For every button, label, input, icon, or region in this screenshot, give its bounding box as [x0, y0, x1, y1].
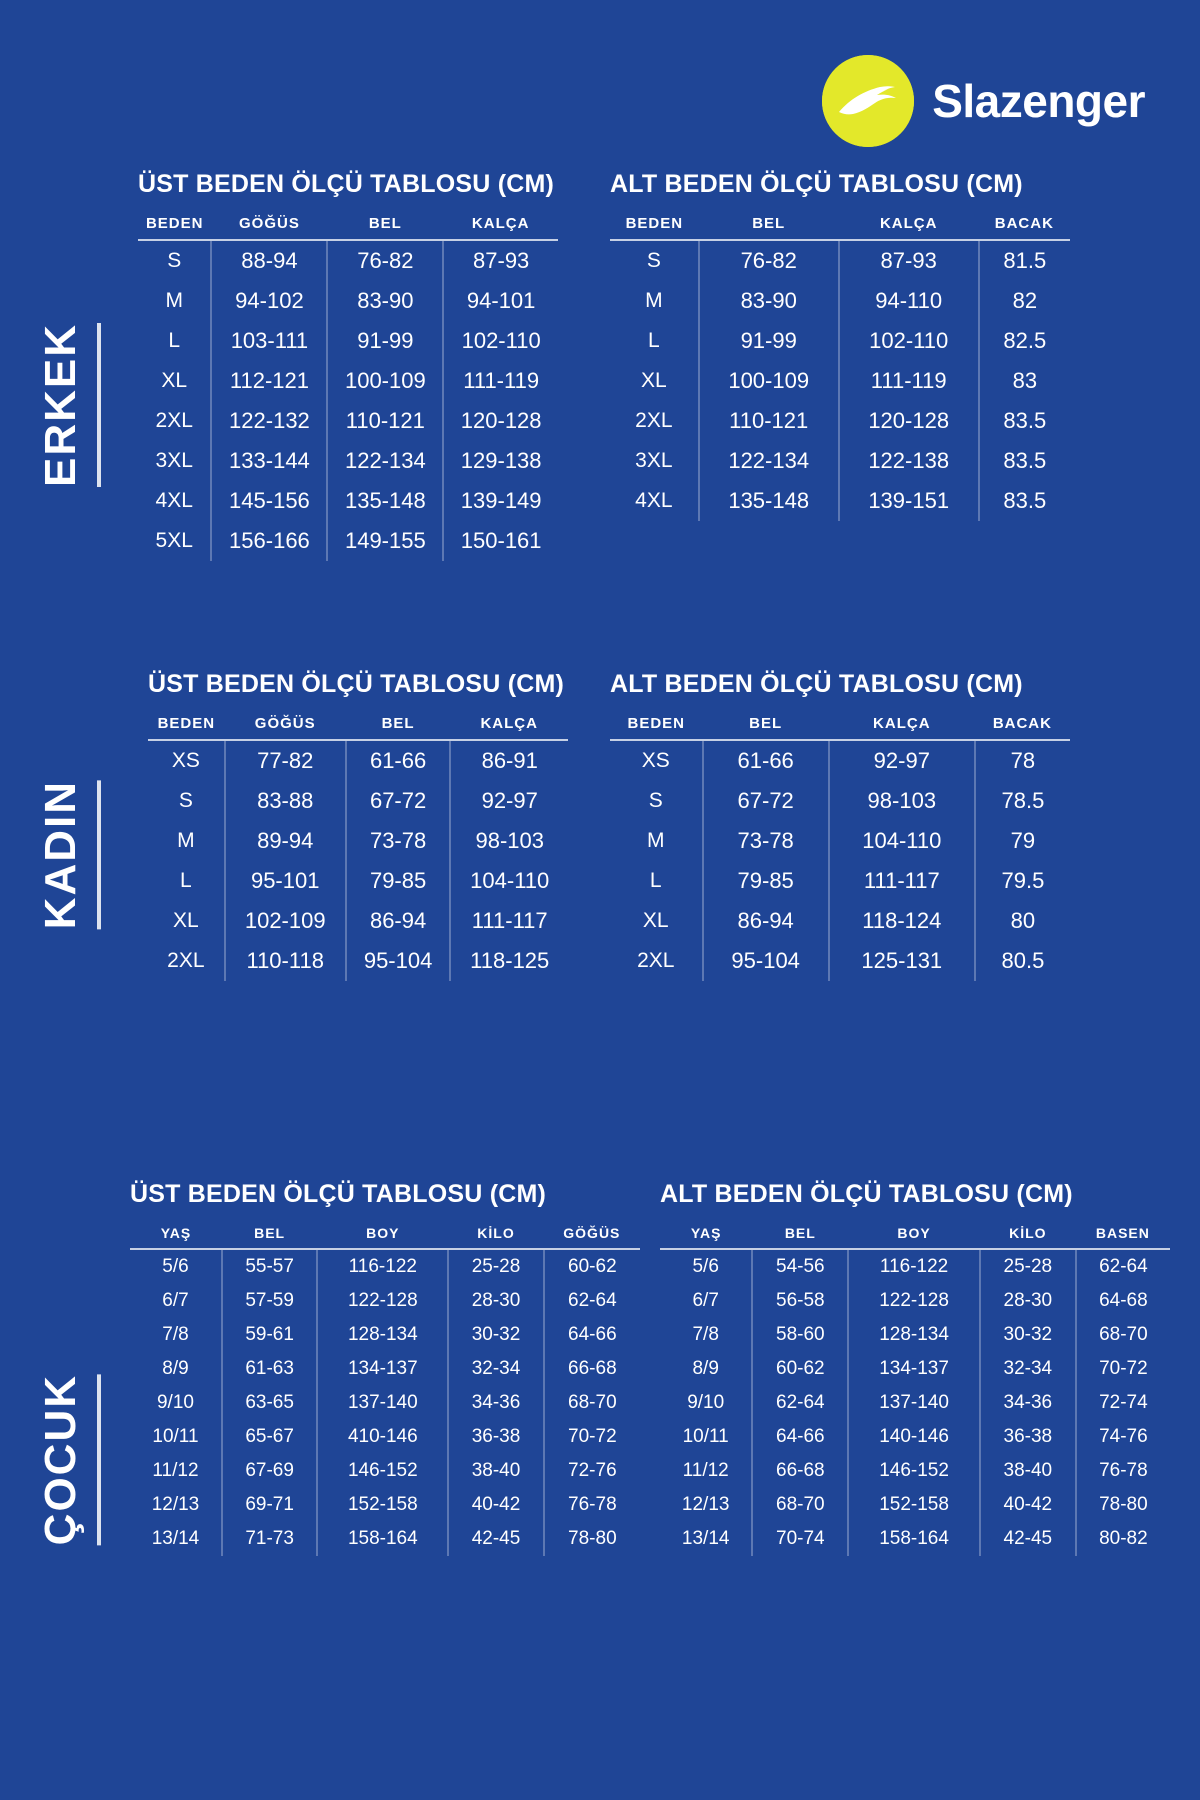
cell: 67-69: [222, 1454, 317, 1488]
cell-size: 11/12: [682, 1460, 729, 1481]
cell: 86-94: [346, 901, 451, 941]
section-cocuk: [0, 1180, 1200, 1720]
col-header: BEL: [752, 1225, 848, 1249]
cell: 88-94: [211, 240, 327, 281]
cell: 100-109: [327, 361, 443, 401]
cell: 116-122: [317, 1249, 448, 1284]
cell: 98-103: [450, 821, 568, 861]
cell: 122-134: [327, 441, 443, 481]
table-row: [610, 361, 1070, 401]
cell: 78.5: [975, 781, 1070, 821]
cell-size: S: [646, 249, 661, 272]
table-row: [610, 941, 1070, 981]
cell: 72-76: [544, 1454, 640, 1488]
section-label-kadin: KADIN: [0, 690, 140, 1020]
col-header: GÖĞÜS: [544, 1225, 640, 1249]
cell: 158-164: [848, 1522, 980, 1556]
cell-size: L: [168, 329, 181, 352]
col-header: KALÇA: [829, 715, 975, 740]
table-title: ÜST BEDEN ÖLÇÜ TABLOSU (CM): [148, 670, 565, 698]
cell-size: M: [647, 829, 665, 852]
table-row: [610, 281, 1070, 321]
cell-size: 2XL: [635, 409, 673, 432]
table-row: [610, 861, 1070, 901]
cell: 30-32: [448, 1318, 543, 1352]
table-erkek-ust: [138, 170, 558, 561]
cell: 156-166: [211, 521, 327, 561]
cell-size: 13/14: [681, 1528, 730, 1549]
cell: 102-109: [225, 901, 346, 941]
cell: 104-110: [450, 861, 568, 901]
col-header: BEL: [327, 215, 443, 240]
cell: 110-118: [225, 941, 346, 981]
cell-size: 4XL: [635, 489, 673, 512]
table-row: [660, 1386, 1170, 1420]
cell-size: 7/8: [162, 1324, 189, 1345]
cell: 65-67: [222, 1420, 317, 1454]
cell: 94-101: [443, 281, 558, 321]
cell: 100-109: [699, 361, 839, 401]
cell: 69-71: [222, 1488, 317, 1522]
table-row: [610, 901, 1070, 941]
table-row: [138, 521, 558, 561]
cell-size: 9/10: [156, 1392, 194, 1413]
cell: 94-102: [211, 281, 327, 321]
table-row: [148, 861, 568, 901]
table-kadin-alt: [610, 670, 1070, 981]
cell-size: 5/6: [162, 1256, 189, 1277]
cell: 95-104: [346, 941, 451, 981]
cell: 86-91: [450, 740, 568, 781]
cell-size: 5/6: [692, 1256, 719, 1277]
cell: 66-68: [752, 1454, 848, 1488]
table-row: [130, 1318, 640, 1352]
table-row: [148, 941, 568, 981]
cell: 72-74: [1076, 1386, 1170, 1420]
cell: 76-78: [544, 1488, 640, 1522]
cell: 61-63: [222, 1352, 317, 1386]
col-header: BOY: [317, 1225, 448, 1249]
cell: 139-151: [839, 481, 979, 521]
table-row: [610, 781, 1070, 821]
cell-size: XL: [173, 909, 199, 932]
table-row: [610, 401, 1070, 441]
table-kadin-ust: [148, 670, 568, 981]
cell-size: 3XL: [635, 449, 673, 472]
table-row: [660, 1284, 1170, 1318]
cell: 34-36: [980, 1386, 1076, 1420]
cell: 83.5: [979, 481, 1070, 521]
cell: 150-161: [443, 521, 558, 561]
cell: 152-158: [317, 1488, 448, 1522]
cell: 83-88: [225, 781, 346, 821]
section-kadin: [0, 670, 1200, 1040]
table-header-row: [610, 215, 1070, 240]
cell: 25-28: [980, 1249, 1076, 1284]
cell: 110-121: [327, 401, 443, 441]
cell: 61-66: [346, 740, 451, 781]
col-header: KİLO: [448, 1225, 543, 1249]
cell-size: M: [165, 289, 183, 312]
cell: 32-34: [448, 1352, 543, 1386]
cell-size: 10/11: [152, 1426, 199, 1447]
cell: 83-90: [327, 281, 443, 321]
brand-name: Slazenger: [932, 75, 1145, 127]
cell: 68-70: [752, 1488, 848, 1522]
table-row: [130, 1420, 640, 1454]
col-header: BEDEN: [610, 715, 703, 740]
cell: 78-80: [1076, 1488, 1170, 1522]
cell: 79-85: [703, 861, 829, 901]
cell: 77-82: [225, 740, 346, 781]
cell: 36-38: [980, 1420, 1076, 1454]
cell: 83.5: [979, 441, 1070, 481]
cell-size: XS: [641, 749, 670, 772]
table-row: [610, 441, 1070, 481]
cell: 64-66: [752, 1420, 848, 1454]
cell: 87-93: [443, 240, 558, 281]
cell: 79-85: [346, 861, 451, 901]
cell-size: S: [178, 789, 193, 812]
cell: 66-68: [544, 1352, 640, 1386]
cell: 61-66: [703, 740, 829, 781]
table-row: [130, 1249, 640, 1284]
section-label-erkek: ERKEK: [0, 190, 140, 620]
table-row: [130, 1488, 640, 1522]
cell: 58-60: [752, 1318, 848, 1352]
cell-size: XL: [642, 909, 669, 932]
cell: 76-82: [699, 240, 839, 281]
cell: 83.5: [979, 401, 1070, 441]
cell: 95-104: [703, 941, 829, 981]
cell-size: 6/7: [692, 1290, 719, 1311]
table-title: ALT BEDEN ÖLÇÜ TABLOSU (CM): [610, 170, 1023, 198]
cell: 102-110: [839, 321, 979, 361]
cell: 134-137: [317, 1352, 448, 1386]
table-row: [138, 281, 558, 321]
cell: 78: [975, 740, 1070, 781]
table-row: [660, 1352, 1170, 1386]
cell: 64-68: [1076, 1284, 1170, 1318]
cell-size: 5XL: [155, 529, 193, 552]
cell: 80-82: [1076, 1522, 1170, 1556]
cell: 103-111: [211, 321, 327, 361]
cell: 111-117: [829, 861, 975, 901]
table-row: [130, 1522, 640, 1556]
cell-size: S: [167, 249, 182, 272]
cell: 116-122: [848, 1249, 980, 1284]
cell-size: XL: [161, 369, 188, 392]
table-row: [610, 740, 1070, 781]
table-header-row: [130, 1225, 640, 1249]
cell-size: 4XL: [155, 489, 193, 512]
cell: 71-73: [222, 1522, 317, 1556]
cell: 28-30: [980, 1284, 1076, 1318]
section-erkek: [0, 170, 1200, 640]
table-header-row: [660, 1225, 1170, 1249]
col-header: GÖĞÜS: [211, 215, 327, 240]
cell: 122-128: [848, 1284, 980, 1318]
cell-size: 2XL: [155, 409, 193, 432]
col-header: BASEN: [1076, 1225, 1170, 1249]
cell-size: 2XL: [167, 949, 205, 972]
table-row: [610, 821, 1070, 861]
col-header: BEL: [346, 715, 451, 740]
table-row: [138, 240, 558, 281]
cell: 102-110: [443, 321, 558, 361]
cell-size: 2XL: [637, 949, 675, 972]
table-cocuk-ust: [130, 1180, 640, 1556]
col-header: BEL: [699, 215, 839, 240]
table-header-row: [138, 215, 558, 240]
cell: 34-36: [448, 1386, 543, 1420]
table-row: [660, 1420, 1170, 1454]
table-row: [148, 781, 568, 821]
cell: 122-132: [211, 401, 327, 441]
cell: 118-125: [450, 941, 568, 981]
table-row: [130, 1352, 640, 1386]
table-row: [610, 321, 1070, 361]
cell: 137-140: [317, 1386, 448, 1420]
table-row: [660, 1249, 1170, 1284]
cell: 122-128: [317, 1284, 448, 1318]
col-header: KALÇA: [443, 215, 558, 240]
table-title: ÜST BEDEN ÖLÇÜ TABLOSU (CM): [130, 1180, 547, 1208]
cell: 40-42: [448, 1488, 543, 1522]
cell: 86-94: [703, 901, 829, 941]
cell: 38-40: [448, 1454, 543, 1488]
cell: 42-45: [448, 1522, 543, 1556]
cell: 149-155: [327, 521, 443, 561]
cell-size: 10/11: [682, 1426, 729, 1447]
cell: 73-78: [703, 821, 829, 861]
cell-size: M: [177, 829, 195, 852]
slazenger-panther-icon: [822, 55, 914, 147]
cell-size: 12/13: [151, 1494, 200, 1515]
cell: 28-30: [448, 1284, 543, 1318]
table-row: [660, 1522, 1170, 1556]
cell: 79.5: [975, 861, 1070, 901]
col-header: BACAK: [979, 215, 1070, 240]
table-row: [138, 441, 558, 481]
cell: 95-101: [225, 861, 346, 901]
cell: 60-62: [544, 1249, 640, 1284]
cell: 76-78: [1076, 1454, 1170, 1488]
cell: 89-94: [225, 821, 346, 861]
cell: 38-40: [980, 1454, 1076, 1488]
cell: 78-80: [544, 1522, 640, 1556]
col-header: BEDEN: [148, 715, 225, 740]
table-row: [148, 821, 568, 861]
cell-size: 11/12: [152, 1460, 199, 1481]
cell-size: 9/10: [687, 1392, 725, 1413]
table-row: [130, 1284, 640, 1318]
cell: 152-158: [848, 1488, 980, 1522]
cell: 134-137: [848, 1352, 980, 1386]
table-header-row: [148, 715, 568, 740]
cell: 98-103: [829, 781, 975, 821]
cell: 56-58: [752, 1284, 848, 1318]
cell: 83: [979, 361, 1070, 401]
cell: 67-72: [346, 781, 451, 821]
cell: 94-110: [839, 281, 979, 321]
table-row: [138, 361, 558, 401]
col-header: YAŞ: [660, 1225, 752, 1249]
table-row: [148, 740, 568, 781]
cell: 135-148: [327, 481, 443, 521]
cell: 111-117: [450, 901, 568, 941]
cell: 68-70: [1076, 1318, 1170, 1352]
cell: 129-138: [443, 441, 558, 481]
cell: 145-156: [211, 481, 327, 521]
cell: 128-134: [848, 1318, 980, 1352]
cell-size: 13/14: [151, 1528, 200, 1549]
cell: 80: [975, 901, 1070, 941]
col-header: YAŞ: [130, 1225, 222, 1249]
cell: 111-119: [839, 361, 979, 401]
cell: 410-146: [317, 1420, 448, 1454]
cell: 73-78: [346, 821, 451, 861]
cell: 140-146: [848, 1420, 980, 1454]
table-row: [138, 321, 558, 361]
cell: 137-140: [848, 1386, 980, 1420]
cell: 32-34: [980, 1352, 1076, 1386]
cell: 81.5: [979, 240, 1070, 281]
table-header-row: [610, 715, 1070, 740]
cell: 135-148: [699, 481, 839, 521]
table-cocuk-alt: [660, 1180, 1170, 1556]
cell: 42-45: [980, 1522, 1076, 1556]
cell-size: 6/7: [162, 1290, 189, 1311]
cell: 120-128: [839, 401, 979, 441]
cell: 70-72: [544, 1420, 640, 1454]
col-header: BEDEN: [138, 215, 211, 240]
col-header: BEL: [222, 1225, 317, 1249]
cell: 70-74: [752, 1522, 848, 1556]
cell: 80.5: [975, 941, 1070, 981]
col-header: BEL: [703, 715, 829, 740]
cell: 70-72: [1076, 1352, 1170, 1386]
cell: 60-62: [752, 1352, 848, 1386]
cell: 55-57: [222, 1249, 317, 1284]
cell-size: L: [648, 329, 660, 352]
cell: 146-152: [317, 1454, 448, 1488]
cell: 92-97: [829, 740, 975, 781]
cell-size: 7/8: [692, 1324, 719, 1345]
cell: 74-76: [1076, 1420, 1170, 1454]
table-title: ALT BEDEN ÖLÇÜ TABLOSU (CM): [610, 670, 1023, 698]
table-row: [148, 901, 568, 941]
cell: 59-61: [222, 1318, 317, 1352]
cell-size: 3XL: [155, 449, 193, 472]
cell-size: 8/9: [162, 1358, 189, 1379]
col-header: KALÇA: [450, 715, 568, 740]
cell: 62-64: [1076, 1249, 1170, 1284]
cell-size: 8/9: [692, 1358, 719, 1379]
cell: 133-144: [211, 441, 327, 481]
table-row: [130, 1454, 640, 1488]
cell-size: 12/13: [681, 1494, 730, 1515]
cell: 146-152: [848, 1454, 980, 1488]
cell: 111-119: [443, 361, 558, 401]
table-row: [660, 1318, 1170, 1352]
table-row: [610, 240, 1070, 281]
table-title: ALT BEDEN ÖLÇÜ TABLOSU (CM): [660, 1180, 1073, 1208]
cell-size: S: [648, 789, 663, 812]
table-title: ÜST BEDEN ÖLÇÜ TABLOSU (CM): [138, 170, 555, 198]
cell: 92-97: [450, 781, 568, 821]
cell: 82: [979, 281, 1070, 321]
cell: 67-72: [703, 781, 829, 821]
col-header: BACAK: [975, 715, 1070, 740]
col-header: BOY: [848, 1225, 980, 1249]
cell: 79: [975, 821, 1070, 861]
col-header: BEDEN: [610, 215, 699, 240]
cell: 120-128: [443, 401, 558, 441]
col-header: GÖĞÜS: [225, 715, 346, 740]
cell: 57-59: [222, 1284, 317, 1318]
cell: 158-164: [317, 1522, 448, 1556]
cell: 68-70: [544, 1386, 640, 1420]
cell: 122-138: [839, 441, 979, 481]
cell: 110-121: [699, 401, 839, 441]
table-erkek-alt: [610, 170, 1070, 521]
cell: 91-99: [699, 321, 839, 361]
brand-logo: [822, 55, 1145, 147]
cell: 54-56: [752, 1249, 848, 1284]
cell: 83-90: [699, 281, 839, 321]
cell-size: XS: [171, 749, 200, 772]
cell: 125-131: [829, 941, 975, 981]
cell: 64-66: [544, 1318, 640, 1352]
cell: 104-110: [829, 821, 975, 861]
table-row: [660, 1488, 1170, 1522]
section-label-cocuk: ÇOCUK: [0, 1220, 140, 1700]
table-row: [138, 481, 558, 521]
cell: 82.5: [979, 321, 1070, 361]
cell: 76-82: [327, 240, 443, 281]
cell: 118-124: [829, 901, 975, 941]
cell: 40-42: [980, 1488, 1076, 1522]
cell-size: L: [180, 869, 192, 892]
cell-size: L: [649, 869, 662, 892]
cell: 112-121: [211, 361, 327, 401]
cell: 25-28: [448, 1249, 543, 1284]
table-row: [138, 401, 558, 441]
col-header: KİLO: [980, 1225, 1076, 1249]
cell: 122-134: [699, 441, 839, 481]
cell: 128-134: [317, 1318, 448, 1352]
cell: 30-32: [980, 1318, 1076, 1352]
cell: 36-38: [448, 1420, 543, 1454]
table-row: [610, 481, 1070, 521]
cell-size: XL: [641, 369, 667, 392]
col-header: KALÇA: [839, 215, 979, 240]
cell: 87-93: [839, 240, 979, 281]
cell: 91-99: [327, 321, 443, 361]
cell: 139-149: [443, 481, 558, 521]
cell-size: M: [645, 289, 663, 312]
cell: 62-64: [752, 1386, 848, 1420]
cell: 63-65: [222, 1386, 317, 1420]
table-row: [130, 1386, 640, 1420]
cell: 62-64: [544, 1284, 640, 1318]
table-row: [660, 1454, 1170, 1488]
